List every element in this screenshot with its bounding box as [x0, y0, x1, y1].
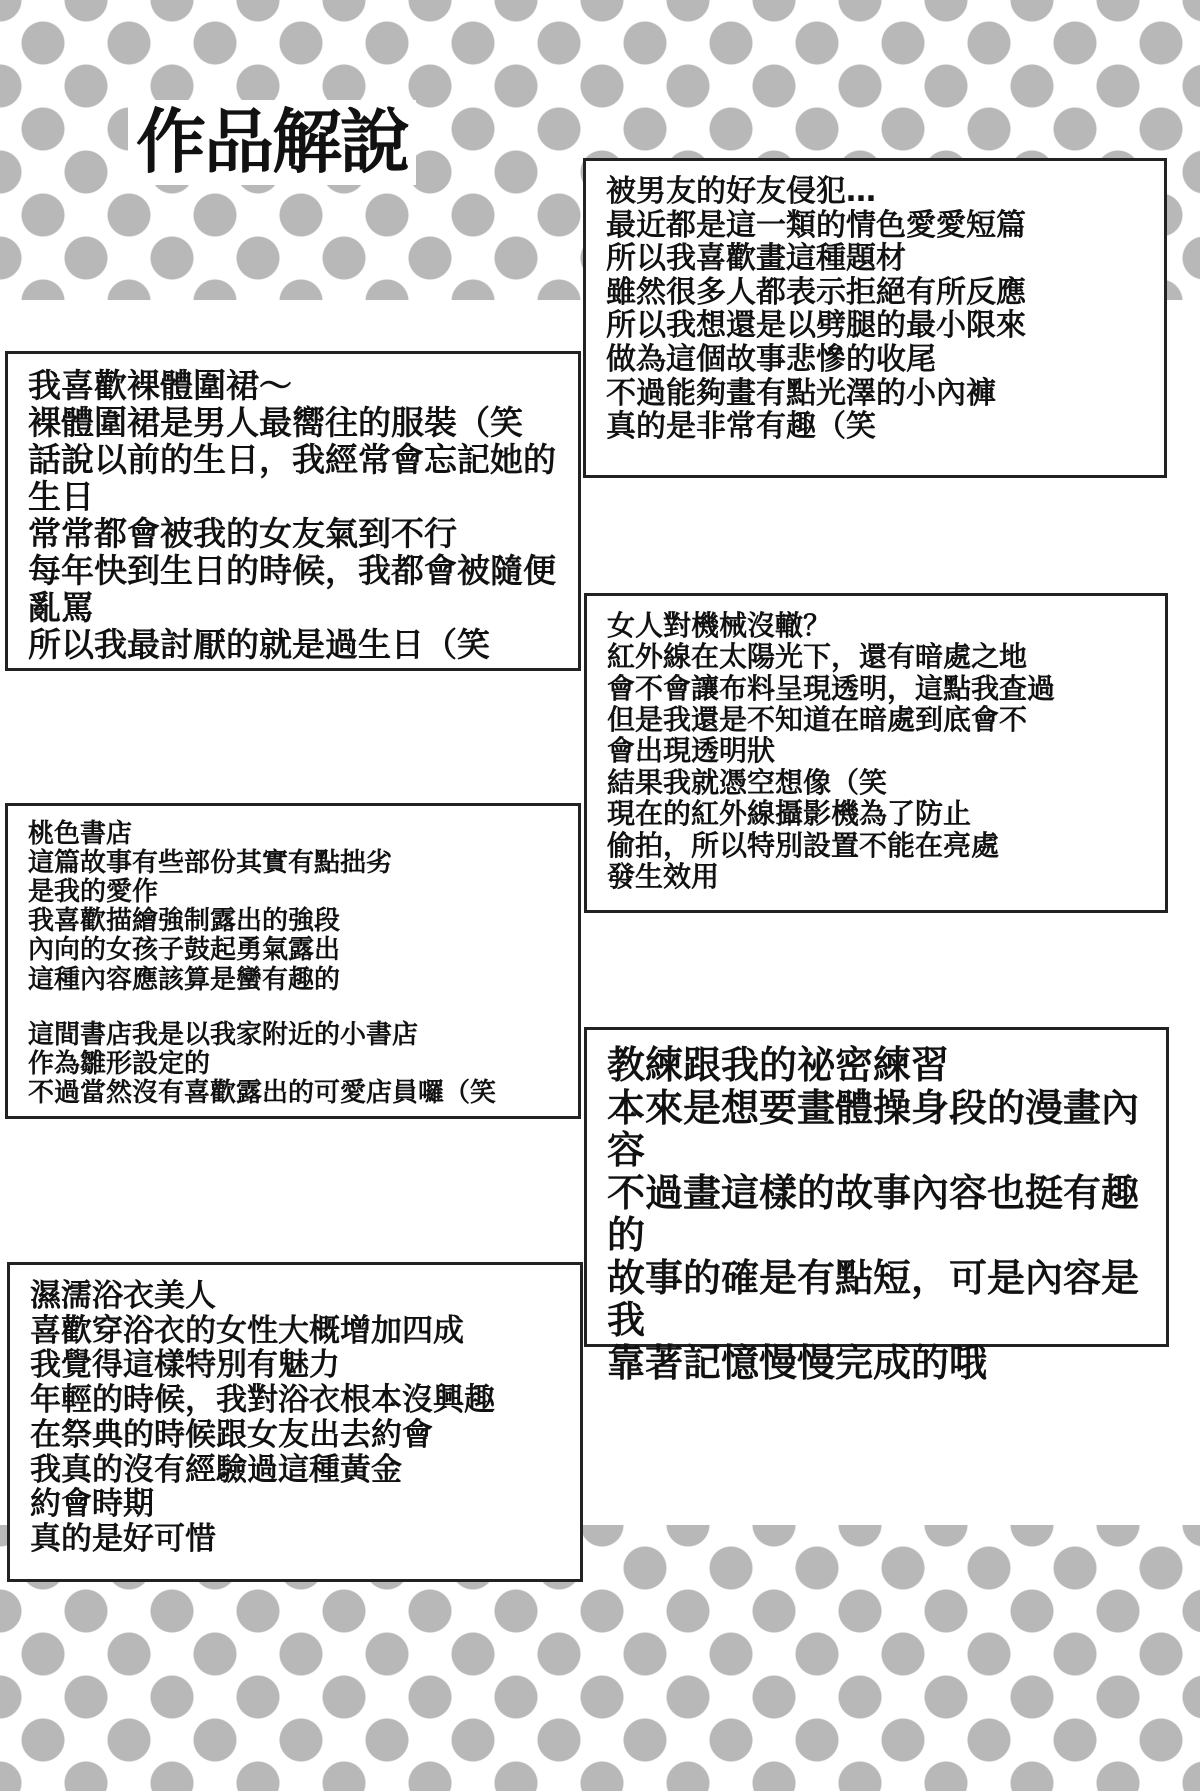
commentary-line: 我喜歡描繪強制露出的強段: [28, 906, 341, 937]
commentary-line: 雖然很多人都表示拒絕有所反應: [606, 274, 1026, 310]
commentary-box-5: [584, 1027, 1169, 1385]
commentary-line: 做為這個故事悲慘的收尾: [606, 341, 936, 377]
commentary-line: 教練跟我的祕密練習: [607, 1043, 950, 1087]
commentary-line: 所以我最討厭的就是過生日（笑: [28, 624, 490, 664]
commentary-line: 約會時期: [30, 1486, 154, 1523]
commentary-line: 常常都會被我的女友氣到不行: [28, 513, 457, 553]
commentary-line: 我喜歡裸體圍裙～: [28, 366, 292, 405]
commentary-box-3: [584, 593, 1168, 913]
commentary-line: 女人對機械沒轍？: [607, 609, 832, 642]
commentary-line: 紅外線在太陽光下，還有暗處之地: [607, 640, 1028, 674]
commentary-line: 現在的紅外線攝影機為了防止: [607, 797, 972, 831]
page-title: 作品解說: [128, 100, 416, 185]
commentary-box-2: [5, 351, 581, 671]
commentary-line: 話說以前的生日，我經常會忘記她的生日: [28, 439, 556, 516]
commentary-box-1: [583, 158, 1167, 478]
commentary-line: 裸體圍裙是男人最嚮往的服裝（笑: [28, 402, 523, 442]
commentary-line: 年輕的時候，我對浴衣根本沒興趣: [30, 1382, 495, 1419]
commentary-line: 會不會讓布料呈現透明，這點我查過: [607, 671, 1056, 705]
commentary-line: 不過當然沒有喜歡露出的可愛店員囉（笑: [28, 1077, 497, 1108]
commentary-line: 最近都是這一類的情色愛愛短篇: [606, 207, 1026, 243]
commentary-line: 是我的愛作: [28, 877, 159, 908]
commentary-line: 這篇故事有些部份其實有點拙劣: [28, 848, 393, 879]
commentary-line: 每年快到生日的時候，我都會被隨便亂罵: [28, 550, 556, 627]
commentary-line: 內向的女孩子鼓起勇氣露出: [28, 935, 341, 966]
commentary-line: 在祭典的時候跟女友出去約會: [30, 1416, 433, 1453]
commentary-line: [28, 995, 558, 1021]
commentary-line: 作為雛形設定的: [28, 1048, 211, 1079]
commentary-line: 會出現透明狀: [607, 734, 776, 768]
commentary-line: 被男友的好友侵犯…: [606, 174, 876, 209]
commentary-line: 真的是好可惜: [30, 1521, 216, 1558]
commentary-line: 這種內容應該算是蠻有趣的: [28, 964, 341, 995]
commentary-line: 不過畫這樣的故事內容也挺有趣的: [607, 1170, 1140, 1258]
commentary-box-6: [7, 1262, 583, 1582]
commentary-line: 發生效用: [607, 859, 720, 893]
commentary-line: 桃色書店: [28, 819, 133, 849]
commentary-box-4: [5, 803, 581, 1119]
commentary-line: 所以我喜歡畫這種題材: [606, 241, 906, 277]
commentary-line: 不過能夠畫有點光澤的小內褲: [606, 375, 996, 411]
commentary-line: 靠著記憶慢慢完成的哦: [607, 1340, 988, 1385]
commentary-line: 但是我還是不知道在暗處到底會不: [607, 703, 1028, 737]
commentary-line: 我覺得這樣特別有魅力: [30, 1347, 340, 1384]
commentary-line: 我真的沒有經驗過這種黃金: [30, 1451, 402, 1488]
commentary-line: 結果我就憑空想像（笑: [607, 765, 888, 799]
commentary-line: 濕濡浴衣美人: [30, 1278, 216, 1314]
commentary-line: 所以我想還是以劈腿的最小限來: [606, 308, 1026, 344]
commentary-line: 本來是想要畫體操身段的漫畫內容: [607, 1085, 1140, 1173]
commentary-line: 真的是非常有趣（笑: [606, 409, 876, 445]
commentary-line: 故事的確是有點短，可是內容是我: [607, 1255, 1140, 1343]
commentary-line: 這間書店我是以我家附近的小書店: [28, 1019, 419, 1050]
commentary-line: 喜歡穿浴衣的女性大概增加四成: [30, 1312, 464, 1349]
commentary-line: 偷拍，所以特別設置不能在亮處: [607, 828, 1000, 862]
